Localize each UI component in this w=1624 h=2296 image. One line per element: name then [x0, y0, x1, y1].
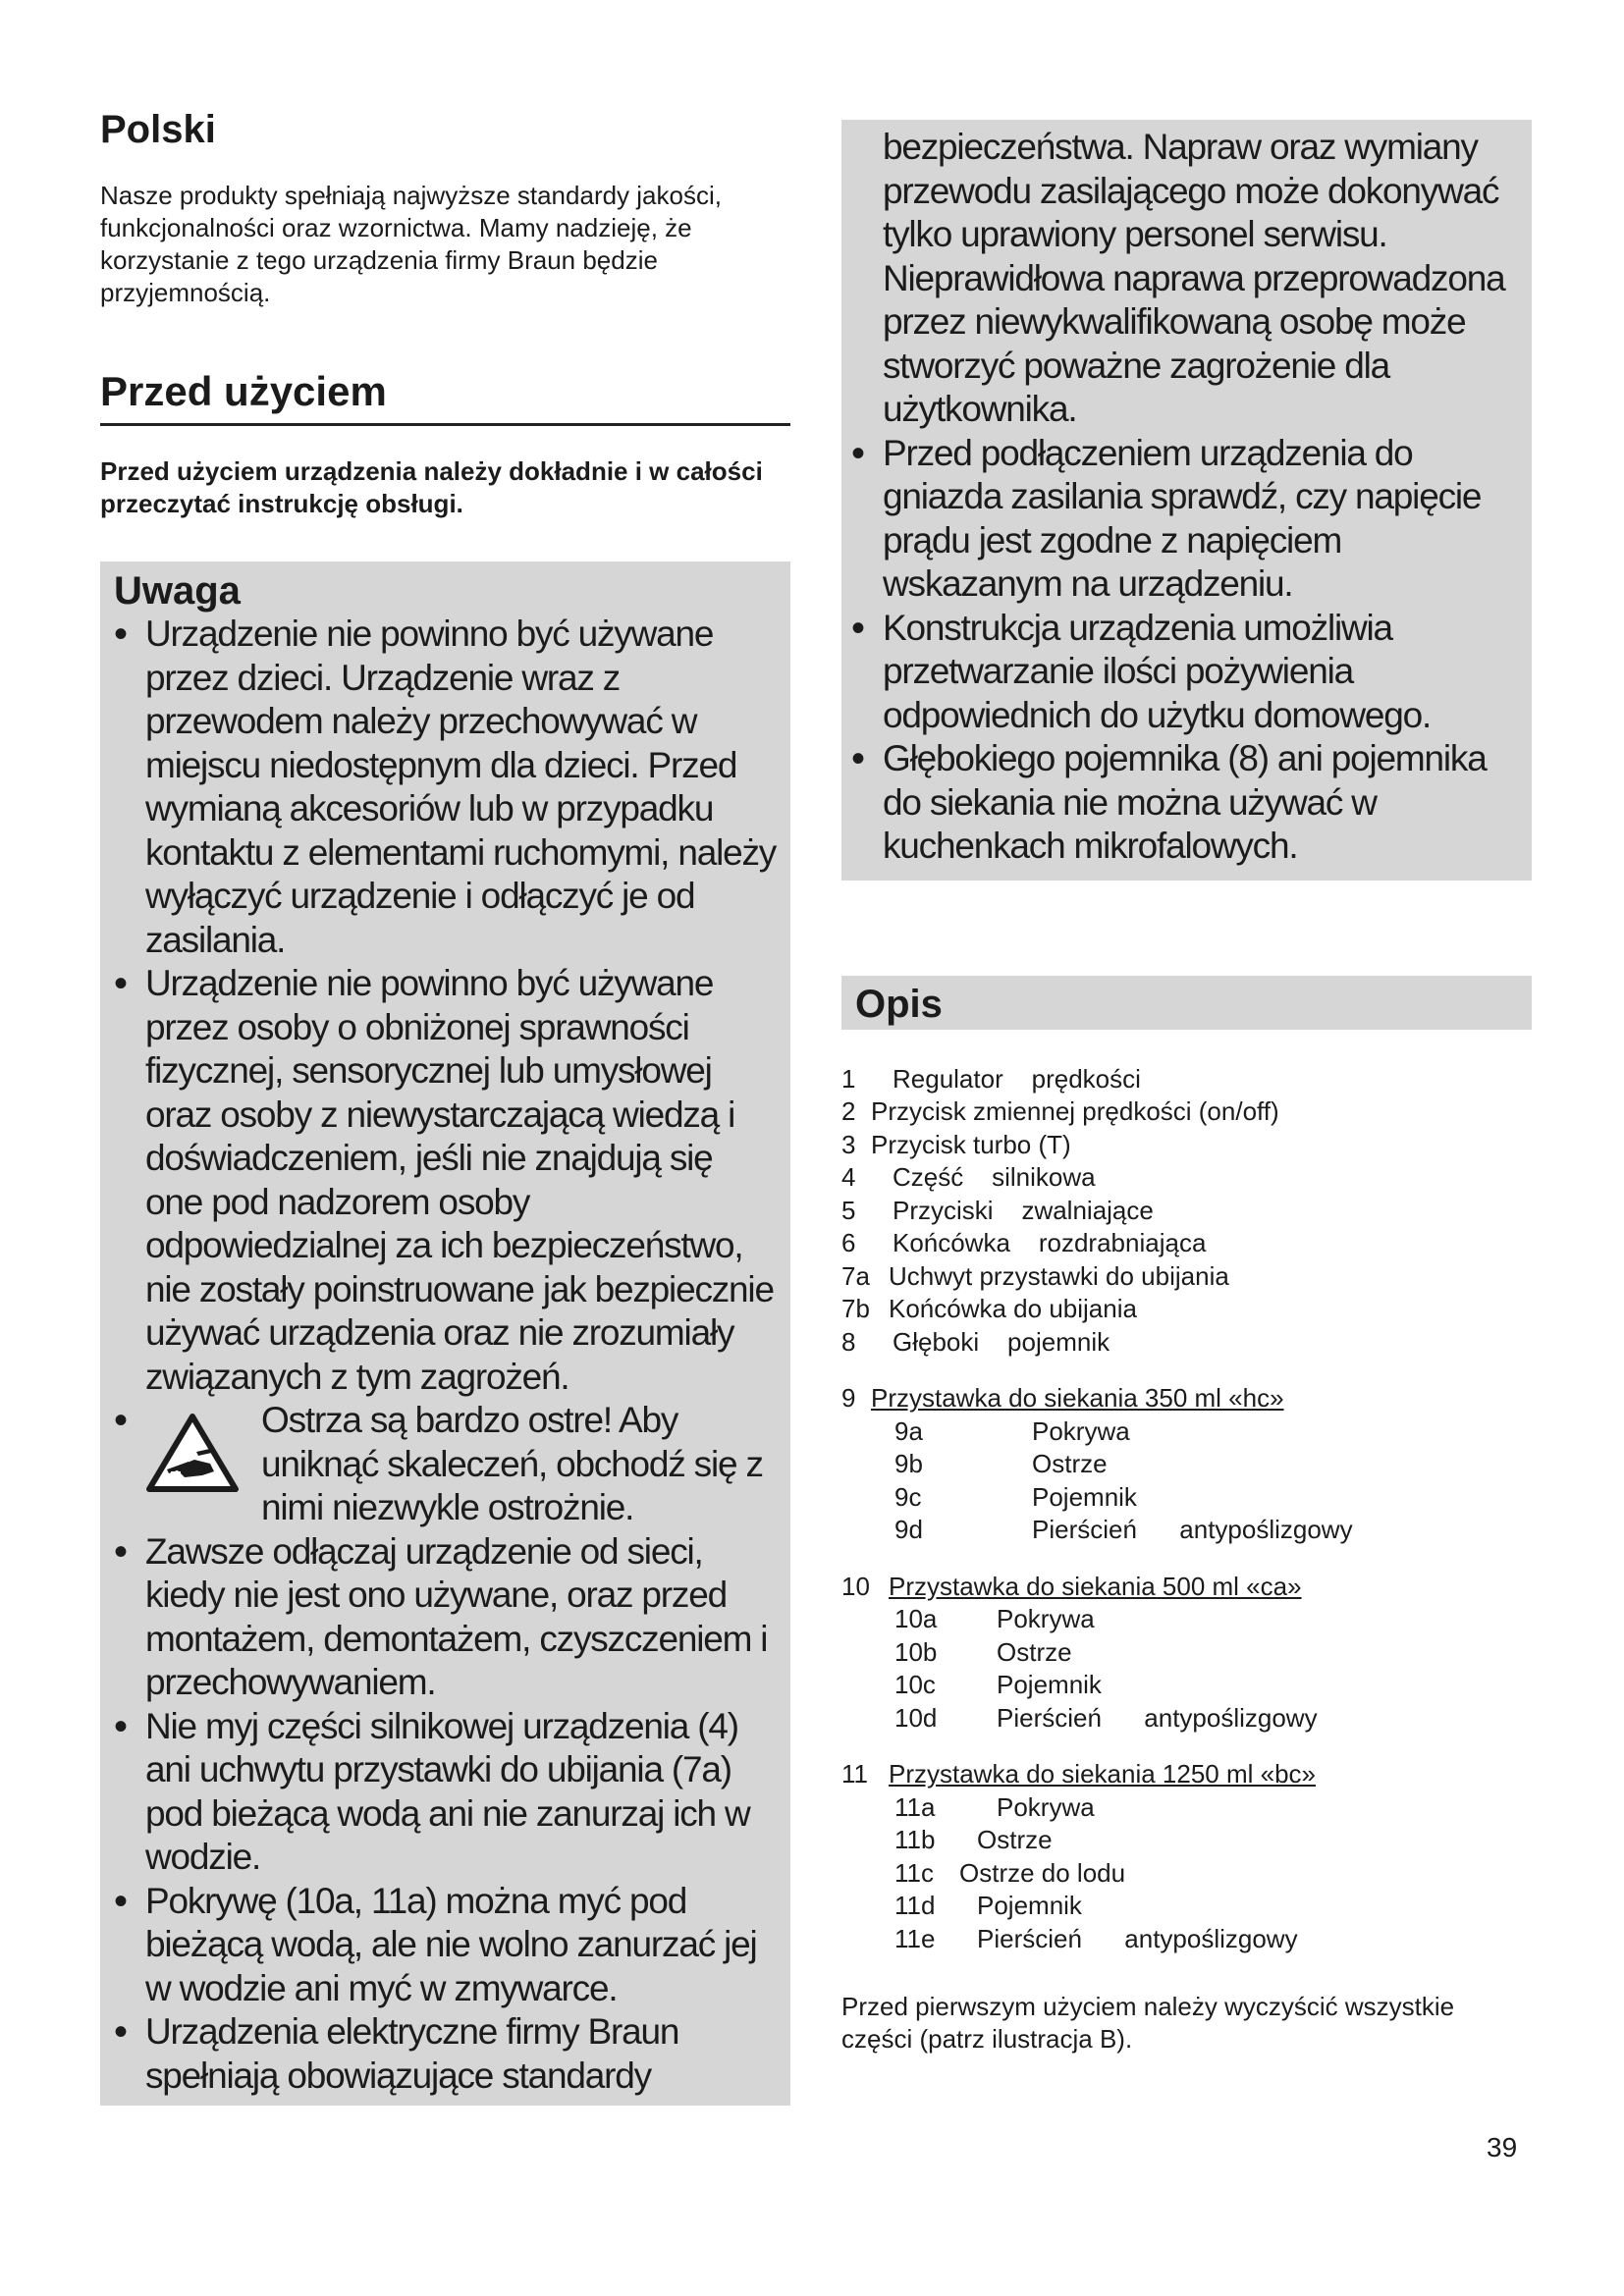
group-10-title-row [841, 1571, 1532, 1604]
sub-part-row: 9a Pokrywa [894, 1415, 1130, 1446]
sub-part-row: 10c Pojemnik [894, 1670, 1102, 1699]
part-label: Końcówka do ubijania [889, 1294, 1137, 1323]
group-number: 9 [841, 1383, 856, 1413]
part-row [841, 1161, 1532, 1195]
group-9-title-row [841, 1382, 1532, 1415]
part-label: Część silnikowa [893, 1162, 1096, 1192]
part-number: 1 [841, 1063, 856, 1094]
part-row [841, 1129, 1532, 1162]
sub-part-row: 11c Ostrze do lodu [894, 1857, 1126, 1888]
warning-item: • Konstrukcja urządzenia umożliwia przetwarzanie ilości pożywienia odpowiednich do użytku domowego. [851, 607, 1518, 738]
warning-item: • Przed podłączeniem urządzenia do gniazda zasilania sprawdź, czy napięcie prądu jest zgodne z napięciem wskazanym na urządzeniu. [851, 432, 1518, 607]
sub-part-row: 9b Ostrze [894, 1449, 1108, 1478]
warning-item-text: • Ostrza są bardzo ostre! Aby uniknąć skaleczeń, obchodź się z nimi niezwykle ostrożnie. [261, 1400, 763, 1527]
warning-item: • Pokrywę (10a, 11a) można myć pod bieżącą wodą, ale nie wolno zanurzać jej w wodzie ani myć w zmywarce. [114, 1880, 777, 2011]
part-label: Końcówka rozdrabniająca [893, 1228, 1207, 1257]
sub-part-row: 10b Ostrze [894, 1636, 1072, 1667]
group-11-title-row [841, 1758, 1532, 1791]
part-row [841, 1326, 1532, 1360]
intro-text: Nasze produkty spełniają najwyższe standardy jakości, funkcjonalności oraz wzornictwa. Mamy nadzieję, że korzystanie z tego urządzenia firmy Braun będzie przyjemnością. [100, 181, 722, 307]
sub-part-row: 9c Pojemnik [894, 1481, 1137, 1512]
part-row [841, 1195, 1532, 1228]
warning-item: • Nie myj części silnikowej urządzenia (4) ani uchwytu przystawki do ubijania (7a) pod bieżącą wodą ani nie zanurzaj ich w wodzie. [114, 1705, 777, 1880]
warning-item: • Urządzenia elektryczne firmy Braun spełniają obowiązujące standardy [114, 2010, 777, 2098]
group-number: 10 [841, 1571, 870, 1601]
before-use-heading: Przed użyciem [100, 368, 790, 426]
group-number: 11 [841, 1759, 868, 1789]
sub-part-row: 11a Pokrywa [894, 1791, 1095, 1822]
part-number: 3 [841, 1129, 856, 1159]
page-number: 39 [1487, 2132, 1518, 2163]
warning-list-continued [851, 432, 1518, 869]
warning-item-blades [114, 1399, 777, 1530]
opis-heading: Opis [841, 976, 1532, 1030]
hand-cut-warning-icon [145, 1399, 261, 1506]
part-row [841, 1227, 1532, 1260]
part-number: 2 [841, 1096, 856, 1126]
sub-part-row: 11e Pierścień antypoślizgowy [894, 1923, 1298, 1953]
warning-list [114, 613, 777, 2098]
part-row [841, 1293, 1532, 1326]
warning-item: • Zawsze odłączaj urządzenie od sieci, kiedy nie jest ono używane, oraz przed montażem, demontażem, czyszczeniem i przechowywaniem. [114, 1530, 777, 1705]
part-number: 4 [841, 1162, 856, 1192]
part-label: Regulator prędkości [893, 1063, 1141, 1094]
part-label: Uchwyt przystawki do ubijania [889, 1260, 1229, 1291]
warning-continued-text: bezpieczeństwa. Napraw oraz wymiany przewodu zasilającego może dokonywać tylko uprawiony personel serwisu. Nieprawidłowa naprawa przeprowadzona przez niewykwalifikowaną osobę może stworzyć poważne zagrożenie dla użytkownika. [883, 127, 1505, 429]
group-9-title: Przystawka do siekania 350 ml «hc» [871, 1383, 1284, 1413]
left-column [100, 108, 790, 2106]
part-row [841, 1260, 1532, 1294]
part-row [841, 1063, 1532, 1096]
part-label: Przycisk turbo (T) [871, 1129, 1071, 1159]
warning-title: Uwaga [114, 569, 241, 613]
part-row [841, 1095, 1532, 1129]
sub-part-row: 11d Pojemnik [894, 1891, 1082, 1920]
first-use-note: Przed pierwszym użyciem należy wyczyścić wszystkie części (patrz ilustracja B). [841, 1992, 1455, 2054]
part-label: Głęboki pojemnik [893, 1326, 1110, 1357]
sub-part-row: 9d Pierścień antypoślizgowy [894, 1515, 1353, 1544]
group-10-title: Przystawka do siekania 500 ml «ca» [889, 1571, 1302, 1601]
warning-box [100, 561, 790, 2106]
parts-list [841, 1063, 1532, 1956]
group-11-title: Przystawka do siekania 1250 ml «bc» [889, 1759, 1317, 1789]
part-number: 7a [841, 1260, 870, 1291]
part-label: Przyciski zwalniające [893, 1195, 1154, 1225]
part-number: 8 [841, 1326, 856, 1357]
part-label: Przycisk zmiennej prędkości (on/off) [871, 1096, 1279, 1126]
part-number: 7b [841, 1294, 870, 1323]
sub-part-row: 10a Pokrywa [894, 1604, 1095, 1633]
part-number: 5 [841, 1195, 856, 1225]
warning-box-continued [841, 120, 1532, 881]
before-use-note: Przed użyciem urządzenia należy dokładnie i w całości przeczytać instrukcję obsługi. [100, 456, 763, 518]
sub-part-row: 10d Pierścień antypoślizgowy [894, 1702, 1318, 1733]
language-title: Polski [100, 108, 216, 151]
right-column [841, 120, 1532, 2081]
warning-item: • Urządzenie nie powinno być używane przez dzieci. Urządzenie wraz z przewodem należy przechowywać w miejscu niedostępnym dla dzieci. Przed wymianą akcesoriów lub w przypadku kontaktu z elementami ruchomymi, należy wyłączyć urządzenie i odłączyć je od zasilania. [114, 613, 777, 962]
warning-item: • Urządzenie nie powinno być używane przez osoby o obniżonej sprawności fizycznej, sensorycznej lub umysłowej oraz osoby z niewystarczającą wiedzą i doświadczeniem, jeśli nie znajdują się one pod nadzorem osoby odpowiedzialnej za ich bezpieczeństwo, nie zostały poinstruowane jak bezpiecznie używać urządzenia oraz nie zrozumiały związanych z tym zagrożeń. [114, 962, 777, 1399]
warning-item: • Głębokiego pojemnika (8) ani pojemnika do siekania nie można używać w kuchenkach mikrofalowych. [851, 737, 1518, 869]
sub-part-row: 11b Ostrze [894, 1825, 1053, 1854]
part-number: 6 [841, 1228, 856, 1257]
